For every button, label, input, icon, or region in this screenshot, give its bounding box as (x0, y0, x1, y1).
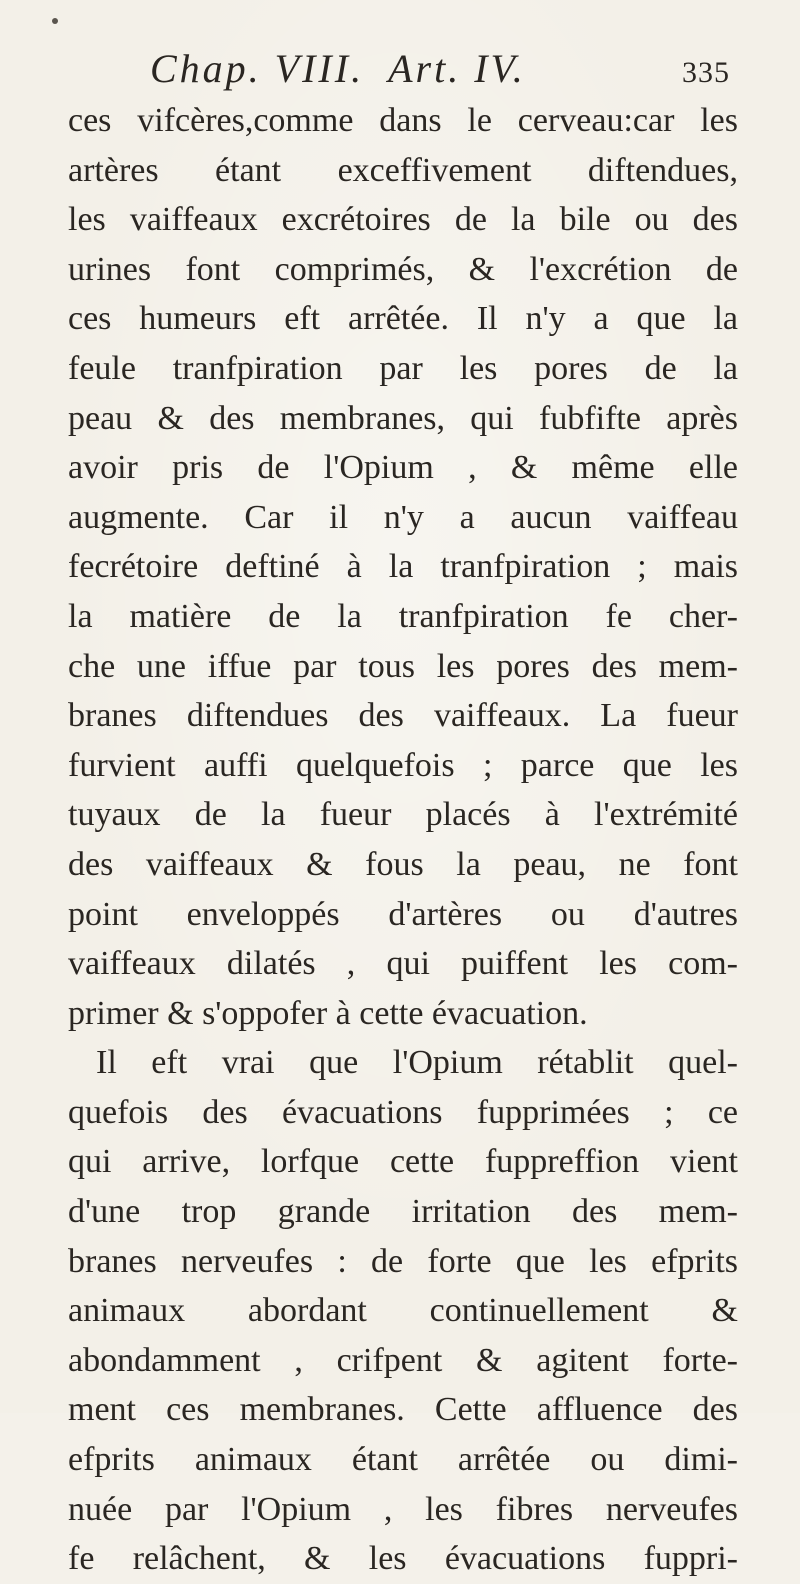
text-line: urines font comprimés, & l'excrétion de (68, 250, 738, 288)
text-line: des vaiffeaux & fous la peau, ne font (68, 845, 738, 883)
body-text (68, 96, 738, 1584)
text-line: feule tranfpiration par les pores de la (68, 349, 738, 387)
text-line: la matière de la tranfpiration fe cher- (68, 597, 738, 635)
text-line: tuyaux de la fueur placés à l'extrémité (68, 796, 738, 834)
text-line: vaiffeaux dilatés , qui puiffent les com- (68, 945, 738, 983)
text-line: animaux abordant continuellement & (68, 1292, 738, 1330)
text-line: peau & des membranes, qui fubfifte après (68, 399, 738, 437)
text-line: augmente. Car il n'y a aucun vaiffeau (68, 498, 738, 536)
text-line: d'une trop grande irritation des mem- (68, 1193, 738, 1231)
text-line: quefois des évacuations fupprimées ; ce (68, 1093, 738, 1131)
text-line: nuée par l'Opium , les fibres nerveufes (68, 1490, 738, 1528)
text-line: avoir pris de l'Opium , & même elle (68, 449, 738, 487)
text-line: les vaiffeaux excrétoires de la bile ou des (68, 201, 738, 239)
article-label: Art. IV. (388, 46, 526, 91)
paragraph-start-line: Il eft vrai que l'Opium rétablit quel- (96, 1044, 738, 1082)
text-line: che une iffue par tous les pores des mem- (68, 647, 738, 685)
text-line: abondamment , crifpent & agitent forte- (68, 1341, 738, 1379)
text-line: qui arrive, lorfque cette fuppreffion vient (68, 1143, 738, 1181)
text-line: furvient auffi quelquefois ; parce que les (68, 746, 738, 784)
running-header (150, 44, 750, 94)
text-line: fecrétoire deftiné à la tranfpiration ; mais (68, 548, 738, 586)
text-line: fe relâchent, & les évacuations fuppri- (68, 1540, 738, 1578)
text-line: ces vifcères,comme dans le cerveau:car les (68, 102, 738, 139)
text-line: ces humeurs eft arrêtée. Il n'y a que la (68, 300, 738, 338)
text-line: branes nerveufes : de forte que les efprits (68, 1242, 738, 1280)
text-line: artères étant exceffivement diftendues, (68, 151, 738, 189)
chapter-label: Chap. VIII. (150, 46, 365, 91)
text-line: point enveloppés d'artères ou d'autres (68, 895, 738, 933)
ink-speck (52, 18, 58, 24)
text-line: primer & s'oppofer à cette évacuation. (68, 994, 588, 1032)
text-line: branes diftendues des vaiffeaux. La fueur (68, 697, 738, 735)
text-line: ment ces membranes. Cette affluence des (68, 1391, 738, 1429)
page-number: 335 (682, 56, 730, 89)
text-line: efprits animaux étant arrêtée ou dimi- (68, 1441, 738, 1479)
